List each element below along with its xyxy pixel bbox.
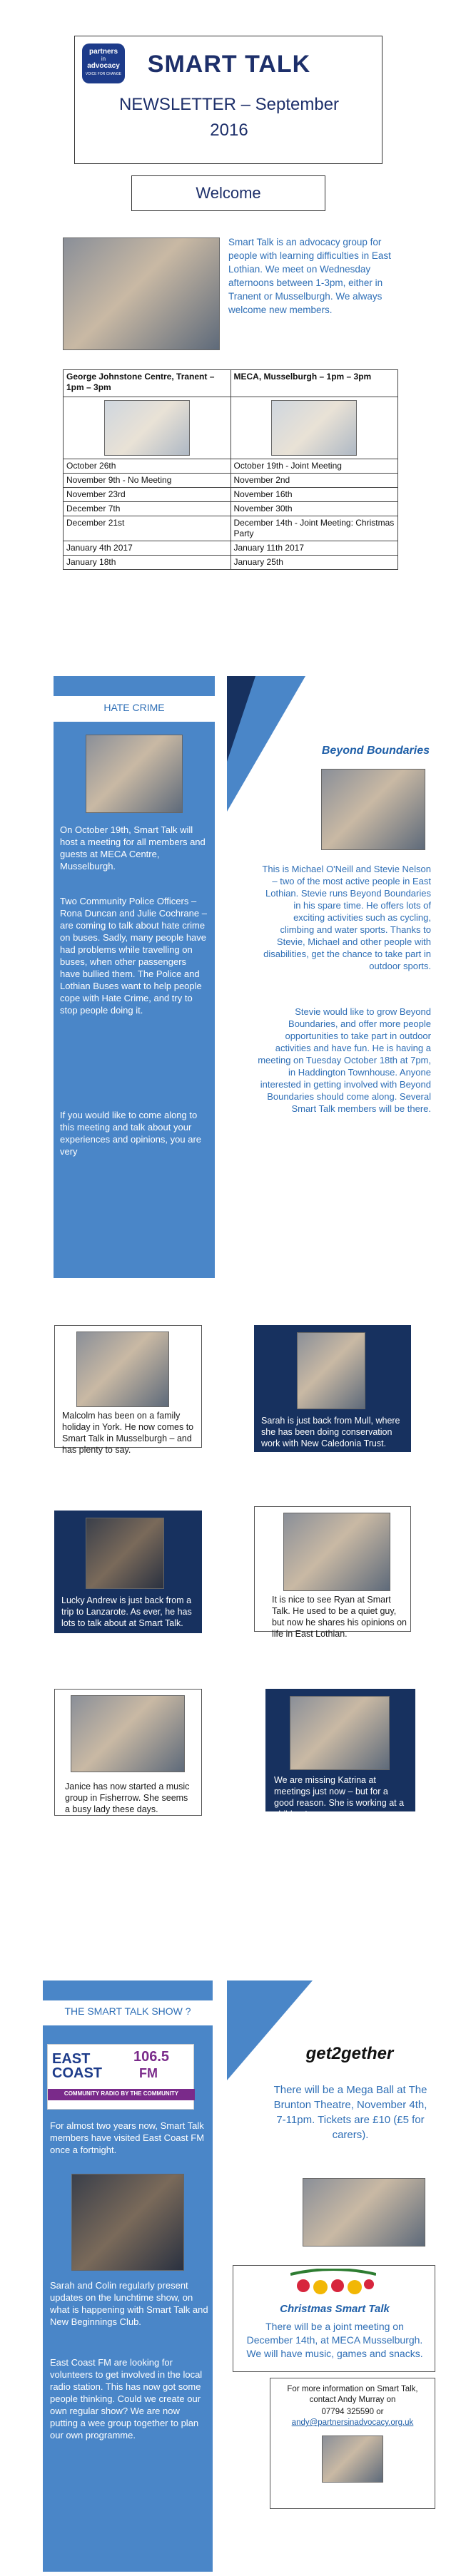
newsletter-year: 2016 [210, 121, 248, 140]
member-photo [86, 1518, 164, 1589]
christmas-heading: Christmas Smart Talk [280, 2303, 390, 2315]
christmas-box [233, 2265, 435, 2372]
member-caption: Sarah is just back from Mull, where she has been doing conservation work with New Caledonia Trust. [261, 1416, 400, 1448]
contact-phone: 07794 325590 or [321, 2408, 384, 2416]
meca-centre-photo [271, 400, 357, 456]
contact-box [270, 2378, 435, 2509]
schedule-table [63, 369, 398, 570]
table-row: October 26th October 19th - Joint Meeting [64, 459, 398, 474]
show-heading-bar [43, 1980, 213, 2000]
beyond-boundaries-heading: Beyond Boundaries [321, 745, 430, 757]
east-coast-fm-logo: EAST COAST 106.5 FM COMMUNITY RADIO BY THE COMMUNITY [47, 2044, 194, 2110]
contact-email-link[interactable]: andy@partnersinadvocacy.org.uk [291, 2418, 414, 2427]
hate-crime-photo [86, 735, 183, 813]
table-row: December 21st December 14th - Joint Meeting: Christmas Party [64, 516, 398, 541]
baubles-icon [290, 2269, 376, 2297]
hate-crime-heading-bar [54, 676, 215, 696]
member-card-malcolm [54, 1325, 202, 1455]
table-row: January 18th January 25th [64, 556, 398, 570]
table-row: December 7th November 30th [64, 502, 398, 516]
show-text-1: For almost two years now, Smart Talk members have visited East Coast FM once a fortnight. [50, 2120, 205, 2155]
contact-photo [322, 2436, 383, 2483]
hate-crime-heading: HATE CRIME [103, 702, 165, 713]
show-text-2: Sarah and Colin regularly present updates on the lunchtime show, on what is happening with Smart Talk and New Beginnings Club. [50, 2280, 208, 2327]
table-row: November 23rd November 16th [64, 488, 398, 502]
schedule-header-meca: MECA, Musselburgh – 1pm – 3pm [230, 370, 398, 397]
header-box [74, 36, 382, 164]
mega-ball-photo [303, 2178, 425, 2247]
member-card-sarah [254, 1325, 411, 1452]
member-caption: Malcolm has been on a family holiday in York. He now comes to Smart Talk in Musselburgh – and has plenty to say. [62, 1411, 194, 1455]
partners-in-advocacy-logo: partners in advocacy VOICE FOR CHANGE [82, 44, 125, 83]
tranent-centre-photo [104, 400, 190, 456]
member-photo [283, 1513, 390, 1591]
table-row: January 4th 2017 January 11th 2017 [64, 541, 398, 556]
show-text-3: East Coast FM are looking for volunteers to get involved in the local radio station. This has now got some people thinking. Could we create our own regular show? We are now putting a wee group together to plan our own programme. [50, 2357, 203, 2440]
get2gether-text: There will be a Mega Ball at The Brunton Theatre, November 4th, 7-11pm. Tickets are £10 (£5 for carers). [273, 2084, 427, 2141]
member-photo [71, 1695, 185, 1772]
welcome-text: Smart Talk is an advocacy group for people with learning difficulties in East Lothian. We meet on Wednesday afternoons between 1-3pm, either in Tranent or Musselburgh. We always welcome new members. [228, 237, 391, 315]
welcome-heading: Welcome [196, 184, 261, 202]
member-caption: Janice has now started a music group in Fisherrow. She seems a busy lady these days. [65, 1782, 190, 1814]
member-card-katrina [265, 1689, 415, 1819]
member-caption: Lucky Andrew is just back from a trip to Lanzarote. As ever, he has lots to talk about at Smart Talk. [61, 1595, 192, 1628]
member-photo [76, 1332, 169, 1407]
contact-text: For more information on Smart Talk, contact Andy Murray on [287, 2385, 418, 2404]
table-row: November 9th - No Meeting November 2nd [64, 474, 398, 488]
beyond-boundaries-photo [321, 769, 425, 850]
schedule-header-tranent: George Johnstone Centre, Tranent – 1pm – 3pm [64, 370, 231, 397]
hate-crime-text-1: On October 19th, Smart Talk will host a meeting for all members and guests at MECA Centre, Musselburgh. [60, 824, 206, 872]
member-photo [290, 1696, 390, 1770]
member-photo [297, 1332, 365, 1409]
member-card-ryan [254, 1506, 411, 1639]
christmas-text: There will be a joint meeting on December 14th, at MECA Musselburgh. We will have music, games and snacks. [246, 2321, 423, 2359]
get2gether-logo: get2gether [305, 2044, 394, 2063]
member-card-janice [54, 1689, 202, 1816]
member-caption: We are missing Katrina at meetings just now – but for a good reason. She is working at a children's nursery. [274, 1775, 405, 1819]
newsletter-subtitle: NEWSLETTER – September [118, 95, 340, 114]
hate-crime-text-3: If you would like to come along to this meeting and talk about your experiences and opinions, you are very [60, 1110, 202, 1157]
group-photo [63, 237, 220, 350]
member-card-andrew [54, 1511, 202, 1633]
hate-crime-text-2: Two Community Police Officers – Rona Duncan and Julie Cochrane – are coming to talk about hate crime on buses. Sadly, many people have had problems while travelling on buses, when other passengers have bullied them. The Police and Lothian Buses want to help people cope with Hate Crime, and try to stop people doing it. [60, 896, 207, 1016]
beyond-boundaries-text-2: Stevie would like to grow Beyond Boundaries, and offer more people opportunities to take part in outdoor activities and have fun. He is having a meeting on Tuesday October 18th at 7pm, in Haddington Townhouse. Anyone interested in getting involved with Beyond Boundaries should come along. Several Smart Talk members will be there. [258, 1006, 431, 1114]
beyond-boundaries-text-1: This is Michael O'Neill and Stevie Nelson – two of the most active people in East Lothian. Stevie runs Beyond Boundaries in his spare time. He offers lots of exciting activities such as cycling, climbing and water sports. Thanks to Stevie, Michael and other people with disabilities, get the chance to take part in outdoor sports. [262, 864, 431, 971]
page-title: SMART TALK [147, 51, 311, 78]
show-heading: THE SMART TALK SHOW ? [64, 2005, 191, 2017]
radio-studio-photo [71, 2174, 184, 2271]
member-caption: It is nice to see Ryan at Smart Talk. He used to be a quiet guy, but now he shares his opinions on life in East Lothian. [272, 1595, 407, 1639]
welcome-heading-box [131, 175, 325, 211]
